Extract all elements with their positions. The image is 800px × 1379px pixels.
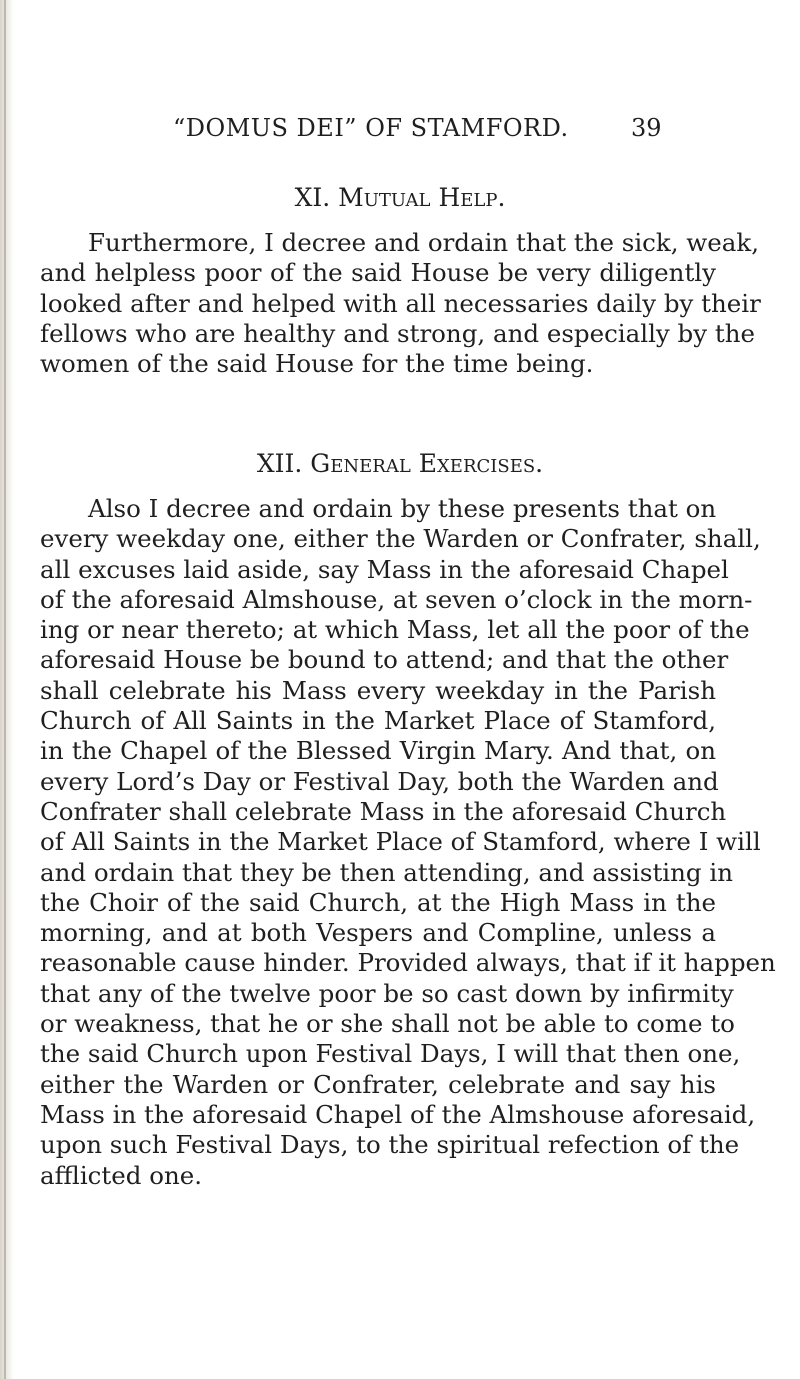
text-line: that any of the twelve poor be so cast down by infirmity xyxy=(40,978,734,1008)
text-line: morning, and at both Vespers and Compline, unless a xyxy=(40,918,716,948)
text-line: Furthermore, I decree and ordain that the sick, weak, xyxy=(88,228,760,257)
text-line: Mass in the aforesaid Chapel of the Almshouse aforesaid, xyxy=(40,1099,756,1129)
text-line: Church of All Saints in the Market Place of Stamford, xyxy=(40,706,716,736)
text-line: all excuses laid aside, say Mass in the aforesaid Chapel xyxy=(40,554,729,584)
text-line: the Choir of the said Church, at the High Mass in the xyxy=(40,887,716,917)
text-line: every weekday one, either the Warden or Confrater, shall, xyxy=(40,524,761,554)
section-body-general-exercises xyxy=(40,494,776,1191)
text-line: Confrater shall celebrate Mass in the aforesaid Church xyxy=(40,796,727,826)
text-line: and ordain that they be then attending, and assisting in xyxy=(40,857,733,887)
text-line: aforesaid House be bound to attend; and that the other xyxy=(40,645,729,675)
text-line: either the Warden or Confrater, celebrate and say his xyxy=(40,1069,716,1099)
text-line: women of the said House for the time being. xyxy=(40,349,594,379)
text-line: of the aforesaid Almshouse, at seven o’clock in the morn- xyxy=(40,584,753,614)
text-line: every Lord’s Day or Festival Day, both the Warden and xyxy=(40,766,719,796)
running-title: “DOMUS DEI” OF STAMFORD. xyxy=(173,114,569,142)
running-head xyxy=(0,114,800,150)
text-line: afflicted one. xyxy=(40,1160,203,1190)
text-line: upon such Festival Days, to the spiritual refection of the xyxy=(40,1130,740,1160)
text-line: Also I decree and ordain by these presents that on xyxy=(88,494,717,523)
section-body-mutual-help xyxy=(40,228,761,379)
section-heading-general-exercises: XII. General Exercises. xyxy=(256,449,544,478)
text-line: the said Church upon Festival Days, I will that then one, xyxy=(40,1039,741,1069)
text-line: reasonable cause hinder. Provided always, that if it happen xyxy=(40,948,776,978)
text-line: fellows who are healthy and strong, and especially by the xyxy=(40,318,755,348)
text-line: ing or near thereto; at which Mass, let all the poor of the xyxy=(40,615,750,645)
text-line: looked after and helped with all necessaries daily by their xyxy=(40,288,761,318)
text-line: shall celebrate his Mass every weekday in the Parish xyxy=(40,675,716,705)
page-number: 39 xyxy=(631,114,662,142)
section-heading-mutual-help: XI. Mutual Help. xyxy=(294,183,506,212)
text-line: in the Chapel of the Blessed Virgin Mary. And that, on xyxy=(40,736,716,766)
text-line: and helpless poor of the said House be very diligently xyxy=(40,258,716,288)
text-line: or weakness, that he or she shall not be able to come to xyxy=(40,1009,735,1039)
text-line: of All Saints in the Market Place of Stamford, where I will xyxy=(40,827,761,857)
